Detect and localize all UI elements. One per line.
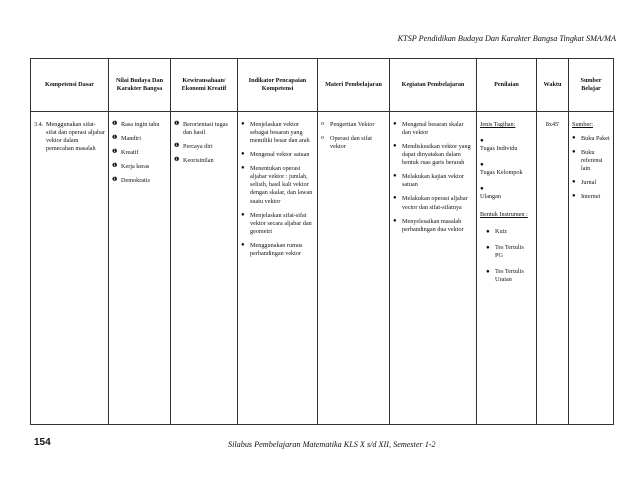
bullet-icon: ● (241, 151, 245, 158)
cell-nilai-budaya (109, 112, 171, 425)
cell-penilaian (477, 112, 537, 425)
list-item: o Pengertian Vektor (321, 121, 375, 128)
bullet-icon: ● (393, 195, 397, 202)
cell-sumber (569, 112, 614, 425)
list-item: ● Menggunakan rumus perbandingan vektor (241, 241, 303, 257)
circled-bullet-icon: ❶ (112, 177, 118, 184)
header-kegiatan: Kegiatan Pembelajaran (390, 59, 477, 112)
bullet-icon: ● (393, 121, 397, 127)
circled-bullet-icon: ❶ (112, 163, 118, 170)
hollow-bullet-icon: o (321, 135, 324, 142)
table-header-row (31, 59, 614, 112)
bullet-icon: ● (486, 267, 490, 275)
page-number: 154 (34, 437, 51, 448)
bullet-icon: ● (486, 227, 490, 235)
list-item: o Operasi dan sifat vektor (321, 135, 372, 151)
list-item: ● Menyelesaikan masalah perbandingan dua vektor (393, 217, 464, 233)
bullet-icon: ● (480, 137, 484, 145)
list-item: ❶ Percaya diri (174, 143, 213, 151)
jenis-tagihan-label: Jenis Tagihan: (480, 121, 516, 128)
list-item: ● Menentukan operasi aljabar vektor : jumlah, selisih, hasil kali vektor dengan skalar, dan lawan suatu vektor (241, 165, 313, 205)
kd-number: 3.4. (34, 121, 44, 128)
bullet-icon: ● (480, 185, 484, 193)
list-item: ● Tes Tertulis PG (486, 243, 524, 259)
list-item: ❶ Kreatif (112, 149, 139, 157)
list-item: ● Buku referensi lain (572, 149, 603, 173)
circled-bullet-icon: ❶ (174, 143, 180, 150)
list-item: ● Mengenal besaran skalar dan vektor (393, 121, 464, 137)
table-row (31, 112, 614, 425)
list-item: ● Internet (572, 193, 601, 201)
list-item: ❶ Mandiri (112, 135, 141, 143)
cell-materi (318, 112, 390, 425)
list-item: ● Buku Paket (572, 135, 610, 143)
list-item: ● Melakukan operasi aljabar vector dan sifat-sifatnya (393, 195, 468, 211)
list-item: ❶ Berorientasi tugas dan hasil (174, 121, 228, 137)
kd-text: Menggunakan sifat-sifat dan operasi aljabar vektor dalam pemecahan masalah (46, 121, 105, 153)
bullet-icon: ● (393, 217, 397, 224)
bullet-icon: ● (572, 193, 576, 200)
list-item: ● Tes Tertulis Uraian (486, 267, 524, 283)
list-item: ❶ Demokratis (112, 177, 150, 185)
bullet-icon: ● (393, 173, 397, 180)
bullet-icon: ● (480, 161, 484, 169)
bullet-icon: ● (241, 211, 245, 218)
circled-bullet-icon: ❶ (174, 157, 180, 164)
list-item: ❶ Rasa ingin tahu (112, 121, 160, 128)
bullet-icon: ● (241, 121, 245, 127)
cell-kompetensi-dasar (31, 112, 109, 425)
header-indikator: Indikator Pencapaian Kompetensi (238, 59, 318, 112)
header-materi: Materi Pembelajaran (318, 59, 390, 112)
bullet-icon: ● (486, 243, 490, 251)
sumber-label: Sumber: (572, 121, 593, 128)
bullet-icon: ● (572, 179, 576, 186)
header-kewirausahaan: Kewirausahaan/ Ekonomi Kreatif (171, 59, 238, 112)
bullet-icon: ● (572, 149, 576, 156)
cell-kegiatan (390, 112, 477, 425)
header-kompetensi-dasar: Kompetensi Dasar (31, 59, 109, 112)
cell-kewirausahaan (171, 112, 238, 425)
header-nilai-budaya: Nilai Budaya Dan Karakter Bangsa (109, 59, 171, 112)
bullet-icon: ● (241, 165, 245, 172)
list-item: ❶ Kerja keras (112, 163, 150, 171)
bullet-icon: ● (572, 135, 576, 142)
bullet-icon: ● (241, 241, 245, 248)
header-penilaian: Penilaian (477, 59, 537, 112)
header-note: KTSP Pendidikan Budaya Dan Karakter Bangsa Tingkat SMA/MA (397, 34, 616, 43)
list-item: ● Ulangan (480, 185, 501, 201)
list-item: ● Menjelaskan vektor sebagai besaran yang memiliki besar dan arah (241, 121, 310, 145)
hollow-bullet-icon: o (321, 121, 324, 127)
list-item: ● Tugas Individu (480, 137, 518, 153)
circled-bullet-icon: ❶ (174, 121, 180, 127)
bentuk-instrumen-label: Bentuk Instrumen : (480, 211, 528, 219)
list-item: ● Menjelaskan sifat-sifat vektor secara aljabar dan geometri (241, 211, 312, 235)
footer-title: Silabus Pembelajaran Matematika KLS X s/d XII, Semester 1-2 (228, 440, 436, 449)
list-item: ● Jurnal (572, 179, 597, 187)
circled-bullet-icon: ❶ (112, 121, 118, 127)
list-item: ● Tugas Kelompok (480, 161, 523, 177)
list-item: ● Mengenal vektor satuan (241, 151, 310, 159)
syllabus-table (30, 58, 614, 425)
header-waktu: Waktu (537, 59, 569, 112)
cell-waktu (537, 112, 569, 425)
circled-bullet-icon: ❶ (112, 149, 118, 156)
circled-bullet-icon: ❶ (112, 135, 118, 142)
list-item: ● Melakukan kajian vektor satuan (393, 173, 464, 189)
list-item: ❶ Keorisinilan (174, 157, 214, 165)
cell-indikator (238, 112, 318, 425)
waktu-value: 8x45' (545, 121, 560, 128)
list-item: ● Mendiskusikan vektor yang dapat dinyatakan dalam bentuk ruas garis berarah (393, 143, 471, 167)
list-item: ● Kuiz (486, 227, 508, 235)
bullet-icon: ● (393, 143, 397, 150)
header-sumber: Sumber Belajar (569, 59, 614, 112)
